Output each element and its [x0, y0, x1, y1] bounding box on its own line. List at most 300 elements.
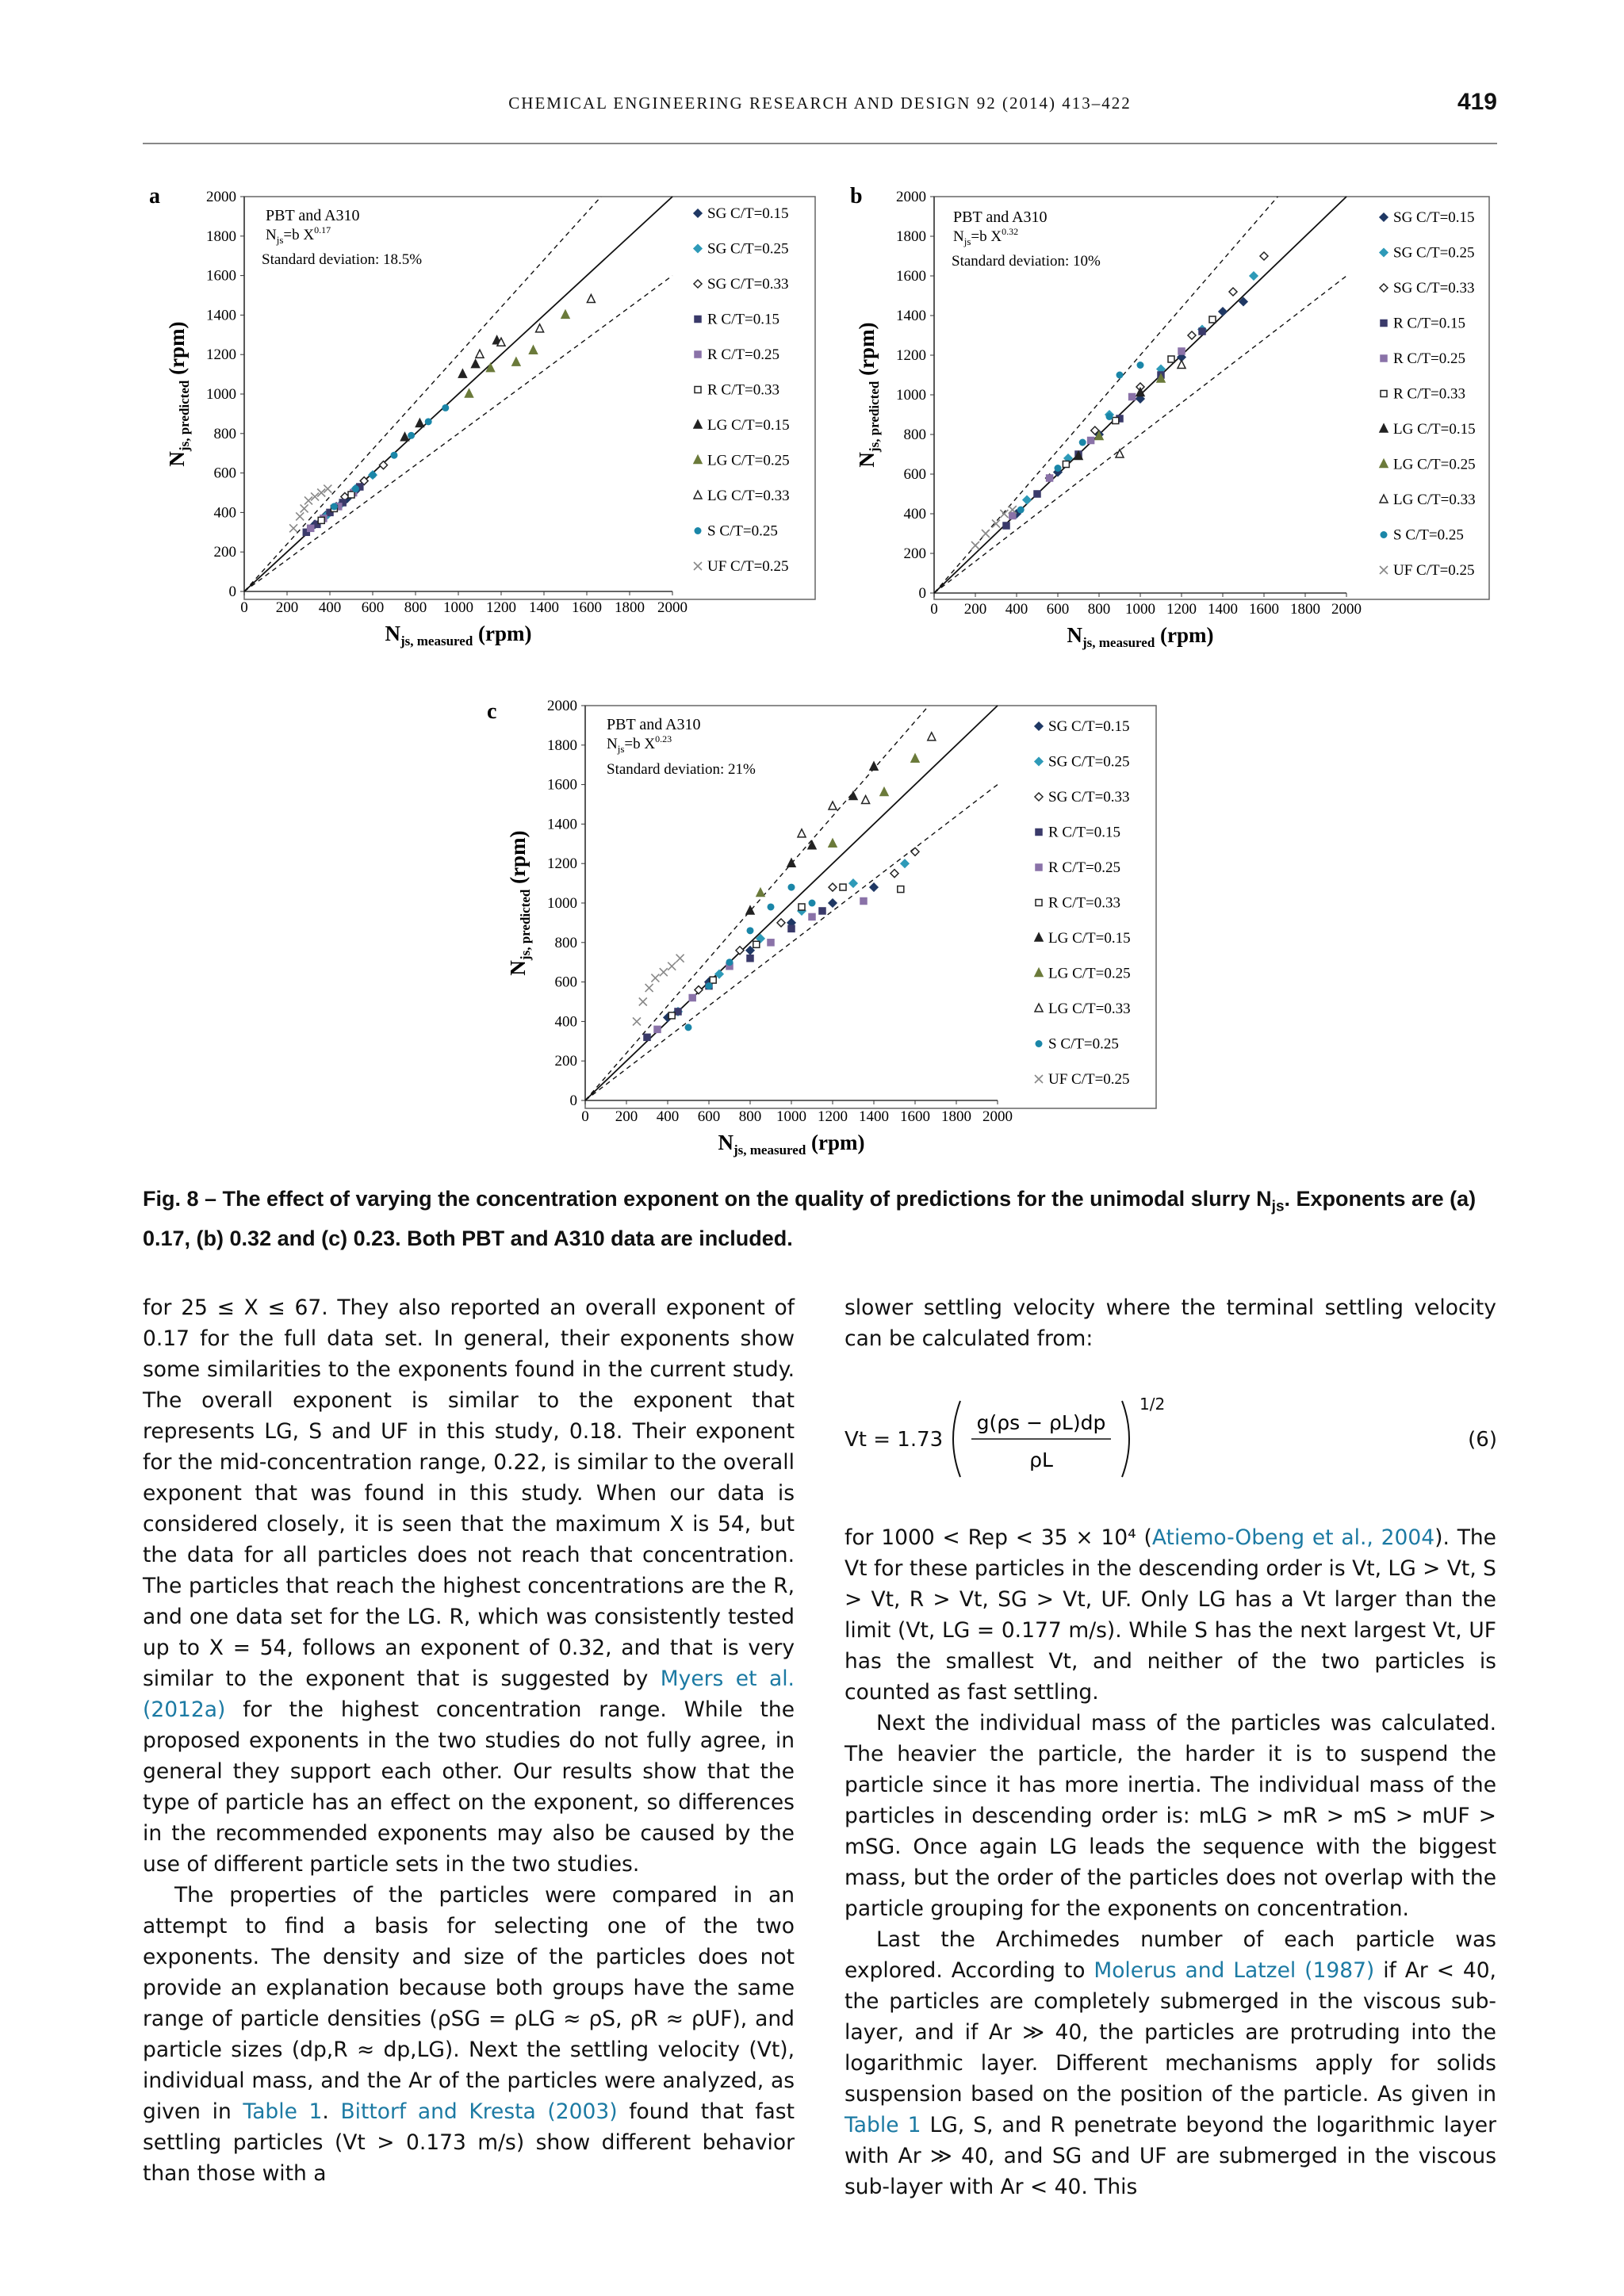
- legend-marker: [1381, 531, 1388, 538]
- y-tick-label: 1000: [896, 387, 926, 404]
- data-point: [1229, 288, 1237, 296]
- data-point: [982, 530, 990, 538]
- legend-entry: SG C/T=0.25: [707, 240, 789, 258]
- data-point: [1047, 475, 1053, 481]
- legend-marker: [1035, 793, 1043, 801]
- page-number: 419: [1457, 89, 1497, 115]
- data-point: [645, 984, 653, 992]
- legend-entry: LG C/T=0.15: [1048, 930, 1131, 947]
- legend-marker: [1035, 969, 1043, 977]
- y-tick-label: 1800: [896, 228, 926, 245]
- chart-panel-b: [833, 182, 1499, 658]
- data-point: [829, 802, 837, 809]
- legend-marker: [1036, 1040, 1043, 1047]
- x-tick-label: 600: [697, 1108, 721, 1125]
- y-tick-label: 800: [903, 427, 926, 443]
- series-lg-c-t-0-33: [476, 294, 595, 358]
- y-tick-label: 400: [903, 506, 926, 522]
- paragraph: for 1000 < Rep < 35 × 10⁴ (Atiemo-Obeng et al., 2004). The Vt for these particles in the descending order is Vt, LG > Vt, S > Vt, R > Vt, SG > Vt, UF. Only LG has a Vt larger than the limit (Vt, LG = 0.177 m/s). While S has the next largest Vt, UF has the smallest Vt, and neither of the two particles is counted as fast settling.: [845, 1525, 1496, 1705]
- x-tick-label: 1400: [529, 599, 559, 616]
- legend-marker: [1380, 566, 1388, 574]
- y-tick-label: 400: [554, 1013, 577, 1031]
- y-tick-label: 1600: [547, 776, 577, 794]
- data-point: [706, 982, 713, 989]
- x-tick-label: 1800: [941, 1108, 971, 1125]
- legend-marker: [695, 351, 701, 358]
- data-point: [747, 955, 753, 962]
- legend-marker: [695, 387, 701, 393]
- x-tick-label: 1600: [572, 599, 602, 616]
- data-point: [668, 962, 676, 970]
- paragraph: for 25 ≤ X ≤ 67. They also reported an overall exponent of 0.17 for the full data set. In general, their exponents show some similarities to the exponents found in the current study. The overall exponent is similar to the exponent that represents LG, S and UF in this study, 0.18. Their exponent for the mid-concentration range, 0.22, is similar to the overall exponent that was found in this study. When our data is considered closely, it is seen that the maximum X is 54, but the data for all particles does not reach that concentration. The particles that reach the highest concentrations are the R, and one data set for the LG. R, which was consistently tested up to X = 54, follows an exponent of 0.32, and that is very similar to the exponent that is suggested by Myers et al. (2012a) for the highest concentration range. While the proposed exponents in the two studies do not fully agree, in general they support each other. Our results show that the type of particle has an effect on the exponent, so differences in the recommended exponents may also be caused by the use of different particle sets in the two studies.: [143, 1295, 795, 1877]
- data-point: [798, 829, 806, 837]
- data-point: [348, 492, 354, 498]
- data-point: [898, 886, 904, 893]
- x-tick-label: 800: [404, 599, 427, 616]
- data-point: [809, 900, 816, 907]
- y-axis-label: $N_{js, predicted}$ (rpm): [165, 321, 192, 467]
- eq-exponent: 1/2: [1139, 1395, 1166, 1414]
- x-tick-label: 1800: [615, 599, 645, 616]
- y-tick-label: 1000: [206, 386, 236, 403]
- table-link[interactable]: Table 1: [845, 2113, 921, 2137]
- x-tick-label: 600: [1046, 601, 1070, 618]
- data-point: [425, 418, 432, 425]
- data-point: [1017, 507, 1025, 514]
- y-tick-label: 1600: [896, 268, 926, 285]
- data-point: [1088, 438, 1094, 444]
- y-tick-label: 1400: [896, 308, 926, 324]
- x-tick-label: 2000: [982, 1108, 1013, 1125]
- x-tick-label: 1600: [900, 1108, 930, 1125]
- y-tick-label: 2000: [896, 189, 926, 205]
- table-link[interactable]: Table 1: [243, 2099, 323, 2124]
- x-tick-label: 1200: [486, 599, 516, 616]
- legend-entry: R C/T=0.25: [1393, 350, 1465, 367]
- y-tick-label: 0: [918, 585, 926, 602]
- legend-entry: SG C/T=0.33: [1393, 280, 1475, 297]
- x-tick-label: 2000: [657, 599, 688, 616]
- y-tick-label: 1400: [547, 816, 577, 833]
- legend-marker: [694, 456, 702, 464]
- x-tick-label: 400: [1005, 601, 1028, 618]
- y-tick-label: 200: [554, 1053, 577, 1070]
- legend-marker: [1380, 284, 1388, 292]
- data-point: [1106, 413, 1113, 420]
- legend-entry: LG C/T=0.33: [1393, 492, 1476, 508]
- data-point: [512, 358, 520, 365]
- data-point: [380, 461, 388, 469]
- data-point: [1188, 331, 1196, 339]
- legend-marker: [1036, 864, 1042, 871]
- data-point: [1079, 439, 1086, 446]
- data-point: [849, 879, 857, 887]
- y-axis-label: $N_{js, predicted}$ (rpm): [855, 322, 882, 468]
- x-tick-label: 1000: [443, 599, 473, 616]
- panel-label: a: [149, 184, 160, 209]
- legend-marker: [1035, 1004, 1043, 1012]
- y-tick-label: 200: [903, 545, 926, 562]
- x-tick-label: 800: [738, 1108, 762, 1125]
- legend-entry: UF C/T=0.25: [1048, 1071, 1130, 1088]
- legend-marker: [1036, 829, 1042, 836]
- y-tick-label: 600: [554, 974, 577, 991]
- x-tick-label: 600: [361, 599, 385, 616]
- citation-link[interactable]: Atiemo-Obeng et al., 2004: [1151, 1525, 1435, 1550]
- data-point: [928, 733, 936, 740]
- legend-marker: [694, 420, 702, 428]
- legend-entry: R C/T=0.33: [1048, 894, 1120, 912]
- running-header: [143, 89, 1497, 121]
- data-point: [710, 977, 716, 983]
- y-tick-label: 1200: [896, 347, 926, 364]
- eq-fraction: [946, 1391, 1136, 1487]
- data-point: [1116, 372, 1124, 379]
- legend-marker: [1380, 495, 1388, 503]
- legend-entry: SG C/T=0.15: [707, 205, 789, 222]
- legend-entry: UF C/T=0.25: [707, 558, 789, 575]
- data-point: [1219, 308, 1227, 316]
- legend-marker: [1035, 1075, 1043, 1083]
- data-point: [308, 525, 314, 531]
- data-point: [1260, 252, 1268, 260]
- data-point: [352, 485, 359, 492]
- data-point: [676, 955, 684, 962]
- legend-entry: SG C/T=0.33: [1048, 789, 1130, 806]
- legend-marker: [1380, 424, 1388, 432]
- paragraph: Last the Archimedes number of each particle was explored. According to Molerus and Latzel (1987) if Ar < 40, the particles are completely submerged in the viscous sub-layer, and if Ar ≫ 40, the particles are protruding into the logarithmic layer. Different mechanisms apply for solids suspension based on the position of the particle. As given in Table 1 LG, S, and R penetrate beyond the logarithmic layer with Ar ≫ 40, and SG and UF are submerged in the viscous sub-layer with Ar < 40. This: [845, 1927, 1496, 2199]
- legend-entry: R C/T=0.15: [707, 311, 779, 328]
- x-tick-label: 1400: [1208, 601, 1238, 618]
- data-point: [799, 904, 805, 910]
- data-point: [901, 859, 909, 867]
- y-tick-label: 2000: [206, 189, 236, 205]
- caption-sub: js: [1271, 1198, 1285, 1215]
- legend-entry: SG C/T=0.15: [1048, 718, 1130, 735]
- data-point: [1000, 510, 1008, 518]
- data-point: [318, 517, 324, 523]
- data-point: [911, 848, 919, 855]
- data-point: [651, 974, 659, 982]
- paragraph: The properties of the particles were compared in an attempt to find a basis for selecting one of the two exponents. The density and size of the particles does not provide an explanation because both groups have the same range of particle densities (ρSG = ρLG ≈ ρS, ρR ≈ ρUF), and particle sizes (dp,R ≈ dp,LG). Next the settling velocity (Vt), individual mass, and the Ar of the particles were analyzed, as given in Table 1. Bittorf and Kresta (2003) found that fast settling particles (Vt > 0.173 m/s) show different behavior than those with a: [143, 1883, 795, 2186]
- data-point: [1178, 361, 1185, 369]
- data-point: [695, 986, 703, 994]
- legend-entry: SG C/T=0.25: [1048, 753, 1130, 771]
- data-point: [654, 1026, 661, 1032]
- series-lg-c-t-0-15: [401, 336, 501, 441]
- legend-entry: LG C/T=0.25: [1048, 965, 1131, 982]
- data-point: [408, 432, 415, 439]
- data-point: [829, 883, 837, 891]
- data-point: [639, 998, 647, 1006]
- paragraph: slower settling velocity where the terminal settling velocity can be calculated from:: [845, 1295, 1496, 1351]
- legend-entry: SG C/T=0.33: [707, 276, 789, 293]
- legend-entry: R C/T=0.15: [1048, 824, 1120, 841]
- legend-entry: SG C/T=0.15: [1393, 209, 1475, 226]
- legend-entry: LG C/T=0.15: [707, 417, 790, 434]
- data-point: [587, 294, 595, 302]
- y-tick-label: 1800: [547, 737, 577, 754]
- legend-marker: [1380, 249, 1388, 257]
- series-r-c-t-0-33: [668, 884, 904, 1019]
- legend-entry: S C/T=0.25: [1048, 1035, 1119, 1053]
- y-tick-label: 600: [213, 465, 236, 482]
- data-point: [768, 939, 774, 946]
- legend-entry: S C/T=0.25: [707, 522, 778, 540]
- data-point: [1137, 362, 1144, 369]
- data-point: [1199, 328, 1205, 335]
- eq-lhs: Vt = 1.73: [845, 1428, 944, 1452]
- data-point: [747, 927, 754, 934]
- x-tick-label: 1200: [818, 1108, 848, 1125]
- x-tick-label: 1800: [1290, 601, 1320, 618]
- caption-text2: . Exponents are (a) 0.17, (b) 0.32 and (c) 0.23. Both PBT and A310 data are included.: [143, 1187, 1477, 1251]
- data-point: [891, 870, 898, 878]
- y-tick-label: 0: [228, 584, 236, 600]
- legend-entry: LG C/T=0.33: [707, 488, 790, 504]
- data-point: [840, 884, 846, 890]
- legend-entry: R C/T=0.25: [707, 346, 779, 363]
- figure-caption: [143, 1183, 1497, 1254]
- y-tick-label: 2000: [547, 698, 577, 714]
- data-point: [401, 433, 409, 441]
- legend-marker: [1381, 391, 1387, 397]
- legend-marker: [694, 209, 702, 217]
- data-point: [668, 1012, 675, 1019]
- x-tick-label: 1400: [859, 1108, 889, 1125]
- x-tick-label: 200: [275, 599, 299, 616]
- x-tick-label: 200: [963, 601, 987, 618]
- data-point: [1116, 450, 1124, 457]
- legend-marker: [694, 491, 702, 499]
- chart-panel-c: [484, 691, 1166, 1167]
- citation-link[interactable]: Bittorf and Kresta (2003): [340, 2099, 618, 2124]
- data-point: [862, 796, 870, 804]
- x-axis-label: $N_{js, measured}$ (rpm): [718, 1131, 865, 1158]
- data-point: [689, 995, 695, 1001]
- paragraph: Next the individual mass of the particles was calculated. The heavier the particle, the harder it is to suspend the particle since it has more inertia. The individual mass of the particles in descending order is: mLG > mR > mS > mUF > mSG. Once again LG leads the sequence with the biggest mass, but the order of the particles does not overlap with the particle grouping for the exponents on concentration.: [845, 1711, 1496, 1921]
- data-point: [370, 472, 377, 479]
- x-tick-label: 200: [615, 1108, 638, 1125]
- y-tick-label: 1000: [547, 895, 577, 912]
- right-column-top: [845, 1292, 1496, 1354]
- legend-entry: LG C/T=0.15: [1393, 421, 1476, 438]
- y-tick-label: 1800: [206, 228, 236, 245]
- legend-marker: [1381, 355, 1387, 362]
- caption-prefix: Fig. 8 –: [143, 1187, 217, 1211]
- data-point: [685, 1024, 692, 1031]
- data-point: [819, 908, 825, 914]
- data-point: [870, 883, 878, 891]
- data-point: [416, 419, 423, 427]
- panel-label: c: [487, 699, 497, 724]
- x-tick-label: 400: [656, 1108, 680, 1125]
- x-tick-label: 1200: [1166, 601, 1197, 618]
- data-point: [829, 839, 837, 847]
- legend-entry: R C/T=0.33: [707, 381, 779, 399]
- data-point: [1023, 496, 1031, 504]
- y-tick-label: 0: [569, 1093, 577, 1109]
- data-point: [472, 360, 480, 368]
- y-tick-label: 200: [213, 544, 236, 561]
- y-axis-label: $N_{js, predicted}$ (rpm): [506, 830, 533, 976]
- data-point: [777, 919, 785, 927]
- data-point: [1113, 418, 1119, 424]
- y-tick-label: 600: [903, 466, 926, 483]
- data-point: [1003, 522, 1009, 529]
- data-point: [561, 310, 569, 318]
- legend-entry: LG C/T=0.33: [1048, 1001, 1131, 1017]
- data-point: [1009, 513, 1016, 519]
- eq-number: (6): [1468, 1428, 1497, 1452]
- series-sg-c-t-0-15: [1013, 298, 1247, 519]
- data-point: [644, 1034, 650, 1040]
- data-point: [788, 925, 795, 932]
- note-model: $N_{js}=b$ $X^{0.23}$: [607, 733, 672, 755]
- data-point: [788, 884, 795, 891]
- note-model: $N_{js}=b$ $X^{0.17}$: [266, 224, 331, 246]
- data-point: [1209, 316, 1216, 323]
- data-point: [442, 404, 449, 411]
- data-point: [756, 889, 764, 897]
- y-tick-label: 1400: [206, 307, 236, 324]
- note-title: PBT and A310: [953, 209, 1048, 226]
- data-point: [809, 913, 815, 920]
- data-point: [289, 524, 297, 532]
- legend-entry: R C/T=0.25: [1048, 859, 1120, 876]
- legend-entry: SG C/T=0.25: [1393, 244, 1475, 262]
- note-sd: Standard deviation: 10%: [952, 253, 1101, 270]
- legend-entry: LG C/T=0.25: [1393, 456, 1476, 473]
- note-sd: Standard deviation: 18.5%: [262, 251, 423, 268]
- eq-denominator: ρL: [1029, 1448, 1053, 1471]
- data-point: [726, 959, 733, 966]
- reference-line-lower: [585, 785, 998, 1100]
- eq-numerator: g(ρs − ρL)dp: [976, 1411, 1106, 1434]
- legend-marker: [1035, 933, 1043, 941]
- legend-marker: [1036, 900, 1042, 906]
- data-point: [458, 369, 466, 377]
- y-tick-label: 400: [213, 504, 236, 522]
- data-point: [530, 346, 538, 354]
- data-point: [911, 754, 919, 762]
- data-point: [633, 1017, 641, 1025]
- y-tick-label: 800: [213, 425, 236, 442]
- legend-marker: [1035, 722, 1043, 730]
- equation-6: [845, 1391, 1497, 1487]
- data-point: [301, 504, 308, 512]
- data-point: [296, 512, 304, 520]
- data-point: [1168, 356, 1174, 362]
- chart-panel-a: [143, 182, 825, 658]
- legend-marker: [694, 245, 702, 253]
- data-point: [880, 788, 888, 796]
- note-title: PBT and A310: [266, 207, 360, 224]
- legend-entry: LG C/T=0.25: [707, 452, 790, 469]
- data-point: [870, 762, 878, 770]
- reference-line-lower: [934, 276, 1346, 593]
- series-lg-c-t-0-25: [1095, 374, 1165, 440]
- x-tick-label: 1000: [1125, 601, 1155, 618]
- legend-marker: [694, 562, 702, 570]
- data-point: [1129, 394, 1136, 400]
- x-tick-label: 800: [1087, 601, 1111, 618]
- x-tick-label: 0: [581, 1108, 589, 1125]
- note-title: PBT and A310: [607, 716, 701, 733]
- citation-link[interactable]: Myers et al. (2012a): [143, 1667, 795, 1722]
- data-point: [971, 541, 979, 549]
- data-point: [331, 503, 338, 510]
- data-point: [768, 903, 775, 910]
- y-tick-label: 1200: [206, 346, 236, 364]
- legend-marker: [695, 527, 702, 534]
- legend-entry: S C/T=0.25: [1393, 526, 1464, 544]
- data-point: [1178, 348, 1185, 354]
- data-point: [992, 520, 1000, 528]
- legend-marker: [1380, 460, 1388, 468]
- reference-line-lower: [244, 276, 672, 591]
- x-tick-label: 1000: [776, 1108, 806, 1125]
- data-point: [660, 968, 668, 976]
- data-point: [1250, 272, 1258, 280]
- data-point: [536, 324, 544, 332]
- legend-marker: [694, 280, 702, 288]
- series-r-c-t-0-15: [644, 908, 825, 1040]
- y-tick-label: 1200: [547, 855, 577, 873]
- legend-entry: R C/T=0.33: [1393, 385, 1465, 403]
- y-tick-label: 1600: [206, 267, 236, 285]
- data-point: [391, 452, 398, 459]
- journal-name: CHEMICAL ENGINEERING RESEARCH AND DESIGN 92 (2014) 413–422: [508, 94, 1132, 113]
- data-point: [753, 941, 760, 947]
- x-tick-label: 0: [240, 599, 248, 616]
- header-rule: [143, 143, 1497, 144]
- citation-link[interactable]: Molerus and Latzel (1987): [1094, 1958, 1375, 1983]
- data-point: [736, 947, 744, 955]
- caption-text: The effect of varying the concentration exponent on the quality of predictions for the unimodal slurry N: [216, 1187, 1272, 1211]
- legend-marker: [1035, 758, 1043, 766]
- panel-label: b: [850, 184, 863, 209]
- legend-entry: UF C/T=0.25: [1393, 562, 1475, 579]
- data-point: [675, 1008, 681, 1015]
- data-point: [860, 898, 867, 905]
- legend-marker: [1381, 320, 1387, 327]
- series-sg-c-t-0-33: [1046, 252, 1268, 482]
- legend-marker: [1380, 213, 1388, 221]
- data-point: [465, 389, 473, 397]
- x-tick-label: 400: [318, 599, 342, 616]
- data-point: [1034, 491, 1040, 497]
- data-point: [829, 899, 837, 907]
- left-column: [143, 1292, 795, 2189]
- data-point: [1063, 461, 1069, 468]
- series-sg-c-t-0-33: [695, 848, 919, 993]
- note-sd: Standard deviation: 21%: [607, 761, 756, 778]
- x-tick-label: 1600: [1249, 601, 1279, 618]
- note-model: $N_{js}=b$ $X^{0.32}$: [953, 226, 1019, 247]
- x-axis-label: $N_{js, measured}$ (rpm): [385, 622, 532, 649]
- x-tick-label: 2000: [1331, 601, 1362, 618]
- data-point: [1055, 465, 1062, 472]
- x-axis-label: $N_{js, measured}$ (rpm): [1067, 623, 1214, 650]
- legend-entry: R C/T=0.15: [1393, 315, 1465, 332]
- legend-marker: [695, 316, 701, 323]
- data-point: [476, 350, 484, 358]
- series-r-c-t-0-25: [654, 898, 867, 1033]
- right-column: [845, 1522, 1496, 2202]
- y-tick-label: 800: [554, 934, 577, 951]
- x-tick-label: 0: [930, 601, 938, 618]
